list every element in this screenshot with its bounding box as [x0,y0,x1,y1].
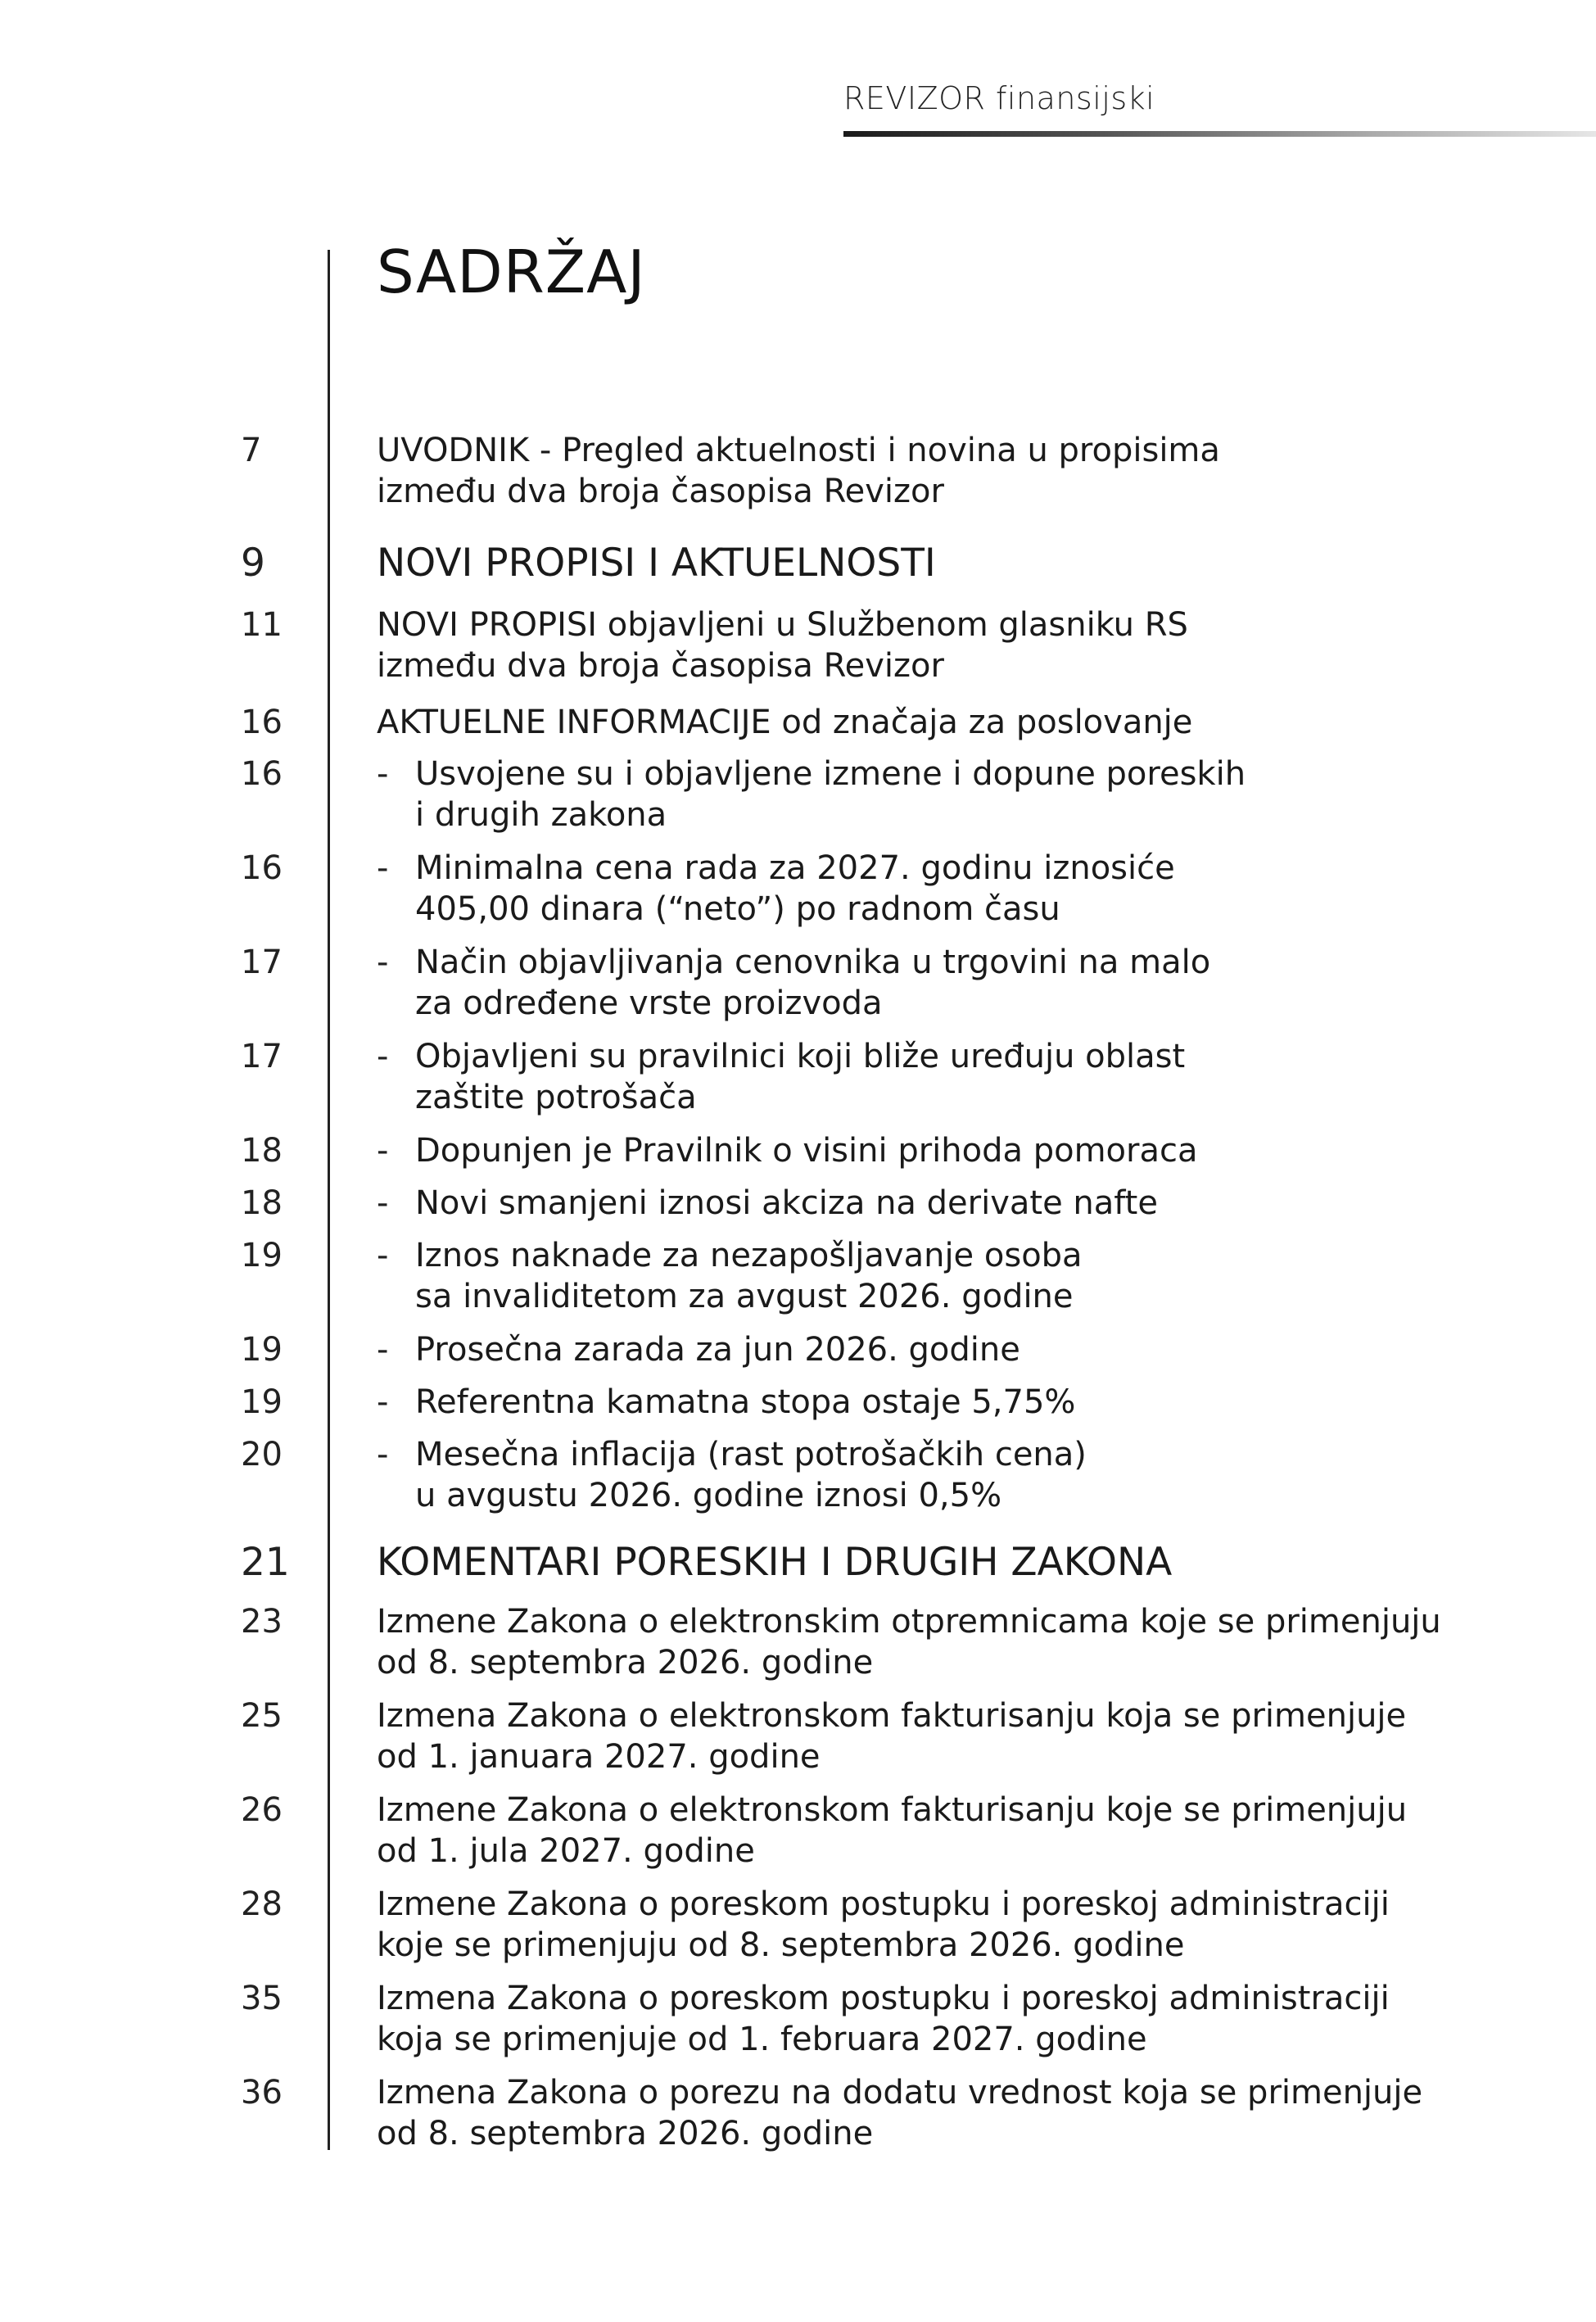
toc-entry-title: Izmena Zakona o elektronskom fakturisanju koja se primenjuje od 1. januara 2027. godine [377,1697,1407,1776]
toc-page-number: 18 [241,1184,283,1222]
toc-entry-title: AKTUELNE INFORMACIJE od značaja za poslovanje [377,704,1193,741]
toc-page-number: 19 [241,1383,283,1421]
toc-page-number: 17 [241,944,283,981]
toc-entry-title: Izmena Zakona o poreskom postupku i poreskoj administraciji koja se primenjuje od 1. februara 2027. godine [377,1980,1390,2058]
publication-title: REVIZOR finansijski [843,80,1155,116]
toc-section-title: NOVI PROPISI I AKTUELNOSTI [377,541,936,586]
toc-subentry-title: Mesečna inflacija (rast potrošačkih cena) u avgustu 2026. godine iznosi 0,5% [415,1436,1087,1514]
toc-page-number: 19 [241,1237,283,1274]
dash-bullet: - [377,1038,389,1075]
toc-page-number: 20 [241,1436,283,1473]
toc-entry-title: Izmene Zakona o elektronskom fakturisanju koje se primenjuju od 1. jula 2027. godine [377,1791,1408,1870]
dash-bullet: - [377,944,389,981]
dash-bullet: - [377,1184,389,1222]
toc-page-number: 26 [241,1791,283,1829]
toc-page-number: 19 [241,1331,283,1369]
toc-page-number: 7 [241,432,262,469]
toc-page-number: 23 [241,1603,283,1641]
toc-subentry-title: Način objavljivanja cenovnika u trgovini na malo za određene vrste proizvoda [415,944,1211,1022]
toc-page-number: 16 [241,704,283,741]
header-rule [843,131,1596,137]
toc-subentry-title: Novi smanjeni iznosi akciza na derivate nafte [415,1184,1158,1222]
toc-subentry-title: Prosečna zarada za jun 2026. godine [415,1331,1020,1369]
toc-page-number: 28 [241,1885,283,1923]
toc-entry-title: Izmene Zakona o elektronskim otpremnicama koje se primenjuju od 8. septembra 2026. godine [377,1603,1441,1682]
dash-bullet: - [377,1331,389,1369]
toc-section-title: KOMENTARI PORESKIH I DRUGIH ZAKONA [377,1540,1173,1585]
divider-line [328,250,330,2150]
toc-page-number: 35 [241,1980,283,2017]
toc-entry-title: Izmene Zakona o poreskom postupku i poreskoj administraciji koje se primenjuju od 8. septembra 2026. godine [377,1885,1390,1964]
toc-subentry-title: Usvojene su i objavljene izmene i dopune poreskih i drugih zakona [415,755,1246,834]
toc-subentry-title: Referentna kamatna stopa ostaje 5,75% [415,1383,1076,1421]
toc-entry-title: UVODNIK - Pregled aktuelnosti i novina u propisima između dva broja časopisa Revizor [377,432,1220,510]
toc-subentry-title: Minimalna cena rada za 2027. godinu iznosiće 405,00 dinara (“neto”) po radnom času [415,849,1175,928]
toc-page-number: 17 [241,1038,283,1075]
toc-page-number: 25 [241,1697,283,1735]
dash-bullet: - [377,1237,389,1274]
toc-page-number: 16 [241,849,283,887]
dash-bullet: - [377,1383,389,1421]
dash-bullet: - [377,849,389,887]
toc-page-number: 36 [241,2074,283,2112]
toc-page-number: 16 [241,755,283,793]
toc-entry-title: NOVI PROPISI objavljeni u Službenom glasniku RS između dva broja časopisa Revizor [377,606,1188,685]
toc-page-number: 21 [241,1540,290,1585]
toc-page-number: 18 [241,1132,283,1170]
dash-bullet: - [377,1132,389,1170]
toc-subentry-title: Dopunjen je Pravilnik o visini prihoda pomoraca [415,1132,1198,1170]
page-title: SADRŽAJ [377,238,646,306]
toc-page-number: 11 [241,606,283,644]
toc-subentry-title: Objavljeni su pravilnici koji bliže uređuju oblast zaštite potrošača [415,1038,1186,1116]
toc-page-number: 9 [241,541,265,586]
toc-subentry-title: Iznos naknade za nezapošljavanje osoba sa invaliditetom za avgust 2026. godine [415,1237,1083,1315]
dash-bullet: - [377,755,389,793]
dash-bullet: - [377,1436,389,1473]
toc-entry-title: Izmena Zakona o porezu na dodatu vrednost koja se primenjuje od 8. septembra 2026. godine [377,2074,1423,2152]
